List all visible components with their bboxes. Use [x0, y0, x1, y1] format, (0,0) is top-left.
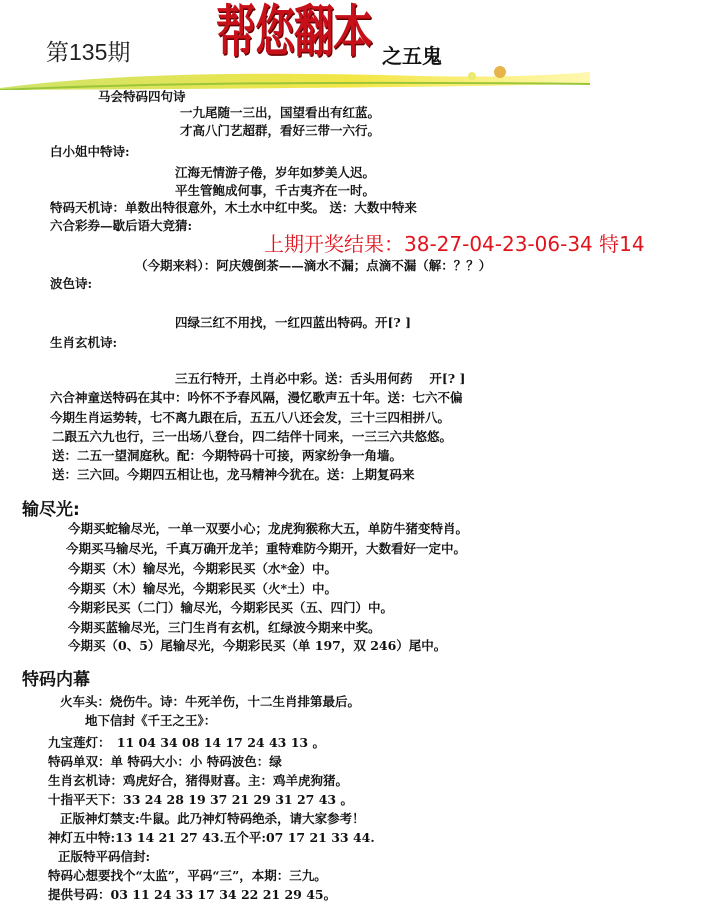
- inside-line: 地下信封《千王之王》：: [85, 713, 217, 728]
- poem-line: 才高八门艺超群，看好三带一六行。: [180, 123, 381, 138]
- inside-line: 九宝莲灯： 11 04 34 08 14 17 24 43 13 。: [48, 735, 325, 750]
- inside-line: 火车头：烧伤牛。诗：牛死羊伤，十二生肖排第最后。: [60, 694, 361, 709]
- lose-line: 今期买马输尽光，千真万确开龙羊；重特难防今期开，大数看好一定中。: [66, 541, 467, 556]
- lose-line: 今期买蓝输尽光，三门生肖有玄机，红绿波今期来中奖。: [68, 620, 381, 635]
- poem-line: 三五行特开，土肖必中彩。送：舌头用何药 开[? ]: [175, 371, 466, 386]
- poem-line: 马会特码四句诗: [98, 89, 186, 104]
- inside-line: 提供号码：03 11 24 33 17 34 22 21 29 45。: [48, 887, 337, 902]
- lose-line: 今期买（0、5）尾输尽光，今期彩民买（单 197，双 246）尾中。: [68, 638, 447, 653]
- poem-line: 白小姐中特诗:: [50, 144, 130, 159]
- poem-line: 波色诗:: [50, 276, 93, 291]
- inside-line: 十指平天下：33 24 28 19 37 21 29 31 27 43 。: [48, 792, 353, 807]
- page-subtitle: 之五鬼: [382, 44, 442, 68]
- poem-line: 六合神童送特码在其中：吟怀不予春风隔，漫忆歌声五十年。送：七六不偏: [50, 390, 463, 405]
- page-title: 帮您翻本: [216, 0, 372, 66]
- poem-line: 四绿三红不用找，一红四蓝出特码。开[? ]: [175, 315, 412, 330]
- poem-line: 生肖玄机诗:: [50, 335, 118, 350]
- poem-line: 送：二五一望洞庭秋。配：今期特码十可接，两家纷争一角墙。: [52, 448, 403, 463]
- lose-line: 今期买（木）输尽光，今期彩民买（水*金）中。: [68, 561, 338, 576]
- inside-line: 正版特平码信封:: [58, 849, 151, 864]
- poem-line: 特码天机诗：单数出特很意外，木土水中红中奖。 送：大数中特来: [50, 200, 417, 215]
- last-draw-result: 上期开奖结果：38-27-04-23-06-34 特14: [264, 232, 645, 256]
- inside-line: 生肖玄机诗：鸡虎好合，猪得财喜。主：鸡羊虎狗猪。: [48, 773, 349, 788]
- inside-line: 特码心想要找个“太监”，平码“三”，本期：三九。: [48, 868, 327, 883]
- inside-line: 正版神灯禁支:牛鼠。此乃神灯特码绝杀，请大家参考！: [60, 811, 365, 826]
- banner-swoosh: [0, 66, 590, 90]
- poem-line: 平生管鲍成何事，千古夷齐在一时。: [175, 183, 376, 198]
- poem-line: 一九尾随一三出，国望看出有红蓝。: [180, 105, 381, 120]
- inside-line: 特码单双：单 特码大小：小 特码波色：绿: [48, 754, 282, 769]
- issue-number: 第135期: [46, 39, 131, 65]
- section-heading: 特码内幕: [22, 670, 90, 690]
- poem-line: 今期生肖运势转，七不离九跟在后，五五八八还会发，三十三四相拼八。: [50, 410, 451, 425]
- lose-line: 今期买蛇输尽光，一单一双要小心；龙虎狗猴称大五，单防牛猪变特肖。: [68, 521, 469, 536]
- poem-line: 送：三六回。今期四五相让也，龙马精神今犹在。送：上期复码来: [52, 467, 415, 482]
- lose-line: 今期彩民买（二门）输尽光，今期彩民买（五、四门）中。: [68, 600, 394, 615]
- section-heading: 输尽光:: [22, 500, 80, 520]
- poem-line: 二跟五六九也行，三一出场八登台，四二结伴十同来，一三三六共悠悠。: [52, 429, 453, 444]
- poem-line: 六合彩券—歇后语大竞猜:: [50, 218, 193, 233]
- poem-line: 江海无情游子倦，岁年如梦美人迟。: [175, 165, 376, 180]
- lose-line: 今期买（木）输尽光，今期彩民买（火*土）中。: [68, 581, 338, 596]
- poem-line: （今期来料）：阿庆嫂倒茶——滴水不漏；点滴不漏（解：？？）: [135, 258, 492, 273]
- inside-line: 神灯五中特:13 14 21 27 43.五个平:07 17 21 33 44.: [48, 830, 375, 845]
